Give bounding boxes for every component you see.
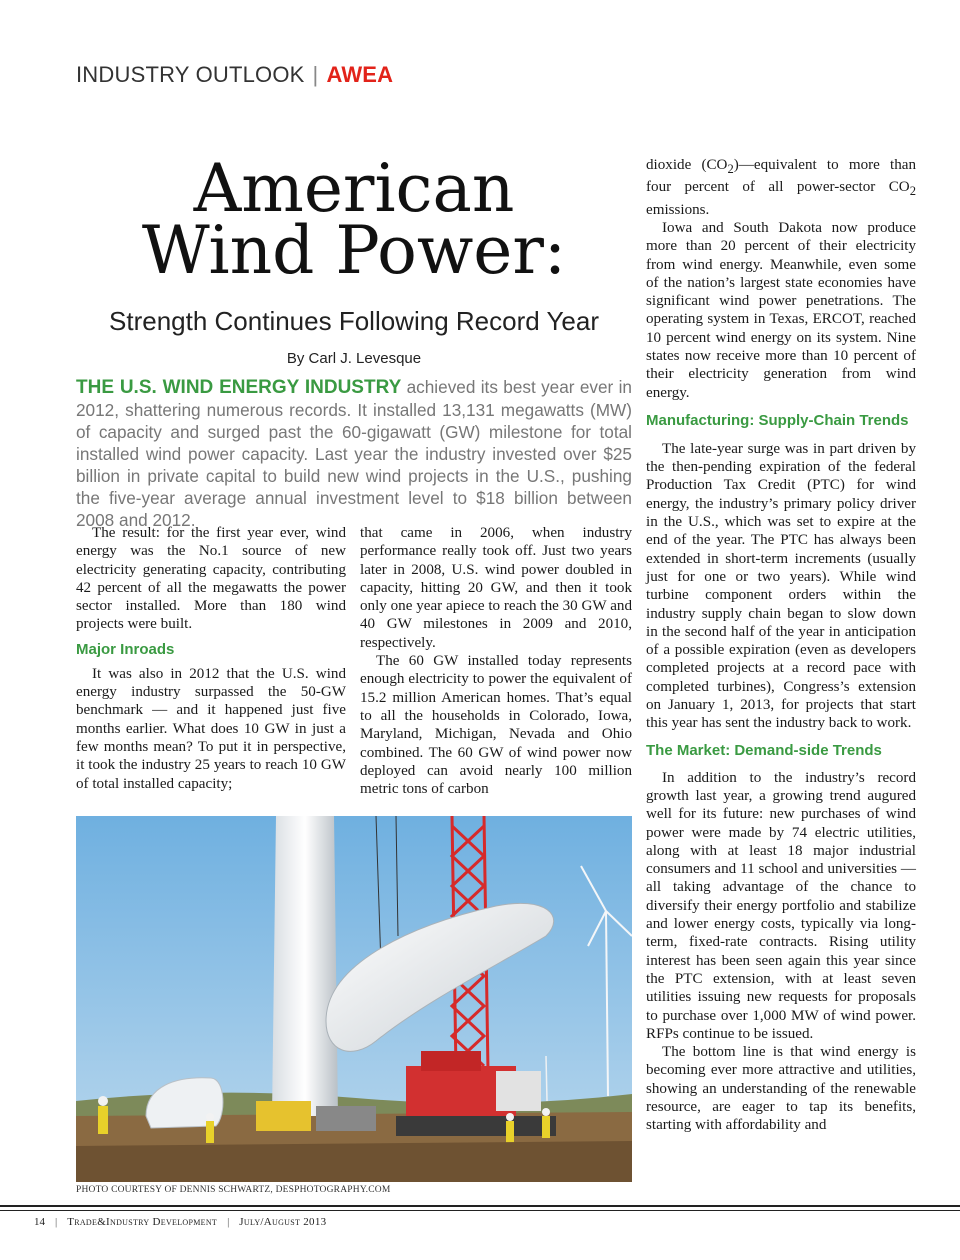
paragraph: Iowa and South Dakota now produce more than 20 percent of their electricity from wind energy. Meanwhile, even some of the nation’s largest state economies have significant wind power penetrations. The operating system in Texas, ERCOT, reached 10 percent wind energy on its system. Nine states now receive more than 10 percent of their electricity generation from wind energy. xyxy=(646,219,916,401)
heading-manufacturing: Manufacturing: Supply-Chain Trends xyxy=(646,411,909,429)
brand-label: AWEA xyxy=(326,62,394,87)
page-number: 14 xyxy=(34,1216,45,1228)
title-line-1: American xyxy=(193,150,515,227)
article-subtitle: Strength Continues Following Record Year xyxy=(109,306,599,336)
section-header xyxy=(76,62,393,88)
column-3 xyxy=(646,156,916,1135)
co2-subscript-2: 2 xyxy=(909,184,916,199)
paragraph: It was also in 2012 that the U.S. wind energy industry surpassed the 50-GW benchmark — and it happened just five months earlier. What does 10 GW in just a few months mean? To put it in perspective, it took the industry 25 years to reach 10 GW of total installed capacity; xyxy=(76,665,346,792)
byline: By Carl J. Levesque xyxy=(286,350,422,367)
section-label: INDUSTRY OUTLOOK xyxy=(76,62,305,87)
title-line-2: Wind Power: xyxy=(141,212,567,289)
paragraph-co2 xyxy=(646,156,916,219)
paragraph: The 60 GW installed today represents enough electricity to power the equivalent of 15.2 million American homes. That’s equal to all the households in Colorado, Iowa, Maryland, Michigan, Nevada and Ohio combined. The 60 GW of wind power now deployed can avoid nearly 100 million metric tons of carbon xyxy=(360,653,632,798)
paragraph: The late-year surge was in part driven by the then-pending expiration of the federal Production Tax Credit (PTC) for wind energy, the industry’s primary policy driver in the U.S., which was set to expire at the end of the year. The PTC has always been extended in short-term increments (usually just for one or two years). While wind turbine component orders within the industry supply chain began to slow down in the second half of the year in anticipation of a possible expiration (even as developers completed projects at a record pace with completed turbines), Congress’s extension on January 1, 2013, for projects that start this year has sent the industry back to work. xyxy=(646,440,916,732)
header-separator: | xyxy=(312,62,319,87)
page-footer xyxy=(34,1216,326,1228)
footer-separator: | xyxy=(55,1216,58,1228)
paragraph: that came in 2006, when industry performance really took off. Just two years later in 2008, U.S. wind power doubled in capacity, hitting 20 GW, and then it took only one year apiece to reach the 30 GW and 40 GW milestones in 2009 and 2010, respectively. xyxy=(360,525,632,651)
photo-caption: PHOTO COURTESY OF DENNIS SCHWARTZ, DESPHOTOGRAPHY.COM xyxy=(76,1185,391,1195)
lead-paragraph xyxy=(76,376,632,531)
wind-turbine-photo xyxy=(76,816,632,1182)
co2-text-a: dioxide (CO xyxy=(646,157,728,173)
heading-major-inroads: Major Inroads xyxy=(76,640,175,658)
column-2 xyxy=(360,524,632,798)
co2-text-c: emissions. xyxy=(646,201,710,218)
publication-name: Trade&Industry Development xyxy=(67,1216,218,1228)
column-1 xyxy=(76,524,346,793)
footer-separator-2: | xyxy=(227,1216,230,1228)
issue-date: July/August 2013 xyxy=(239,1216,327,1228)
co2-subscript: 2 xyxy=(727,162,734,177)
lead-text: achieved its best year ever in 2012, shattering numerous records. It installed 13,131 megawatts (MW) of capacity and surged past the 60-gigawatt (GW) milestone for total installed wind power capacity. Last year the industry invested over $25 billion in private capital to build new wind projects in the U.S., pushing the five-year average annual investment level to $18 billion between 2008 and 2012. xyxy=(76,377,632,530)
heading-market: The Market: Demand-side Trends xyxy=(646,741,882,759)
paragraph: In addition to the industry’s record growth last year, a growing trend augured well for its future: new purchases of wind power were made by 74 electric utilities, along with at least 18 major industrial consumers and 11 school and universities — all taking advantage of the chance to diversify their energy portfolio and stabilize and lower energy costs, typically via long-term, fixed-rate contracts. Rising utility interest has been seen again this year since the PTC extension, with at least seven utilities issuing new requests for proposals to purchase over 1,000 MW of wind power. RFPs continue to be issued. xyxy=(646,769,916,1042)
article-title xyxy=(76,150,632,289)
lead-kicker: THE U.S. WIND ENERGY INDUSTRY xyxy=(76,377,402,398)
footer-rule xyxy=(0,1205,960,1207)
co2-text-b: )—equivalent to more than four percent of all power-sector CO xyxy=(646,157,917,196)
paragraph: The result: for the first year ever, wind energy was the No.1 source of new electricity generating capacity, contributing 42 percent of all the megawatts the power sector installed. More than 180 wind projects were built. xyxy=(76,525,346,633)
paragraph: The bottom line is that wind energy is becoming ever more attractive and utilities, showing an understanding of the renewable resource, are eager to tap its benefits, starting with affordability and xyxy=(646,1044,916,1134)
footer-rule-thin xyxy=(0,1210,960,1211)
